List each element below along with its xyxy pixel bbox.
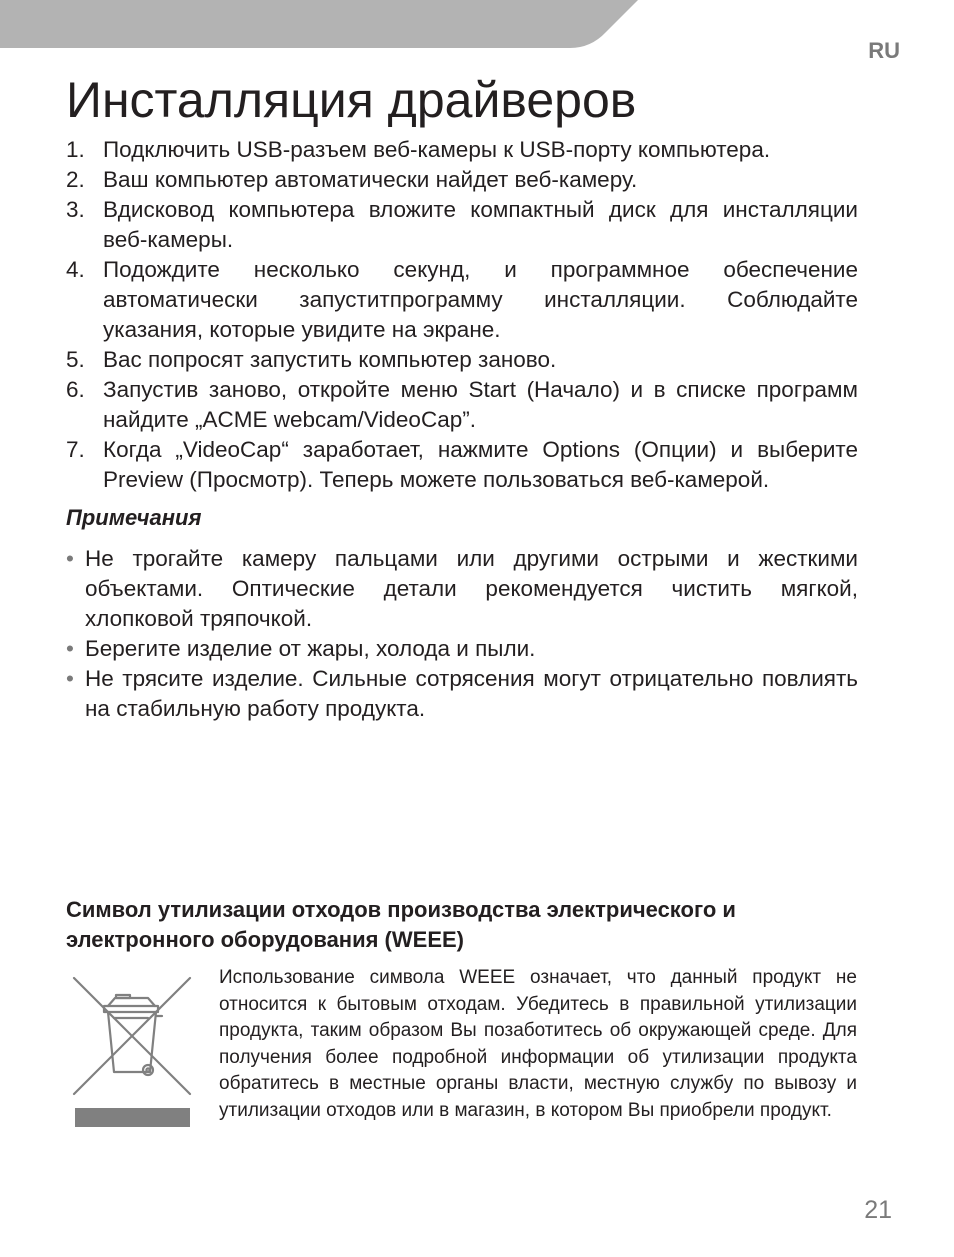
- step-number: 7.: [66, 437, 85, 462]
- crossed-out-wheelie-bin-icon: [68, 972, 194, 1132]
- weee-description: Использование символа WEEE означает, что данный продукт не относится к бытовым отходам. Убедитесь в правильной утилизации продукта, таким образом Вы позаботитесь об окружающей среде. Для получения более подробной информации об утилизации продукта обратитесь в местные органы власти, местную службу по вывозу и утилизации отходов или в магазин, в котором Вы приобрели продукт.: [219, 967, 857, 1121]
- note-text: Не трогайте камеру пальцами или другими острыми и жесткими объектами. Оптические детали рекомендуется чистить мягкой, хлопковой тряпочкой.: [85, 546, 858, 631]
- weee-heading: Символ утилизации отходов производства электрического и электронного оборудования (WEEE): [66, 897, 736, 952]
- step-number: 6.: [66, 377, 85, 402]
- step-item: [66, 255, 858, 345]
- notes-heading: Примечания: [66, 505, 202, 530]
- step-number: 4.: [66, 257, 85, 282]
- step-text: Когда „VideoCap“ заработает, нажмите Options (Опции) и выберите Preview (Просмотр). Теперь можете пользоваться веб-камерой.: [103, 437, 858, 492]
- notes-list: [66, 544, 858, 724]
- installation-steps-list: [66, 135, 858, 495]
- step-text: Вдисковод компьютера вложите компактный диск для инсталляции веб-камеры.: [103, 197, 858, 252]
- step-text: Ваш компьютер автоматически найдет веб-камеру.: [103, 167, 638, 192]
- note-text: Не трясите изделие. Сильные сотрясения могут отрицательно повлиять на стабильную работу продукта.: [85, 666, 858, 721]
- note-text: Берегите изделие от жары, холода и пыли.: [85, 636, 536, 661]
- step-number: 1.: [66, 137, 85, 162]
- bullet-icon: •: [66, 636, 74, 661]
- step-item: [66, 375, 858, 435]
- step-item: [66, 435, 858, 495]
- language-label: RU: [868, 38, 900, 63]
- note-item: [66, 664, 858, 724]
- bullet-icon: •: [66, 666, 74, 691]
- header-band: [0, 0, 640, 48]
- bullet-icon: •: [66, 546, 74, 571]
- step-text: Запустив заново, откройте меню Start (Начало) и в списке программ найдите „ACME webcam/VideoCap”.: [103, 377, 858, 432]
- step-item: [66, 165, 858, 195]
- step-number: 2.: [66, 167, 85, 192]
- step-item: [66, 345, 858, 375]
- step-number: 5.: [66, 347, 85, 372]
- step-text: Подождите несколько секунд, и программное обеспечение автоматически запуститпрограмму инсталляции. Соблюдайте указания, которые увидите на экране.: [103, 257, 858, 342]
- step-item: [66, 135, 858, 165]
- step-number: 3.: [66, 197, 85, 222]
- step-item: [66, 195, 858, 255]
- page-number: 21: [864, 1196, 892, 1224]
- page-title: Инсталляция драйверов: [66, 72, 637, 128]
- note-item: [66, 634, 858, 664]
- step-text: Вас попросят запустить компьютер заново.: [103, 347, 557, 372]
- step-text: Подключить USB-разъем веб-камеры к USB-порту компьютера.: [103, 137, 771, 162]
- note-item: [66, 544, 858, 634]
